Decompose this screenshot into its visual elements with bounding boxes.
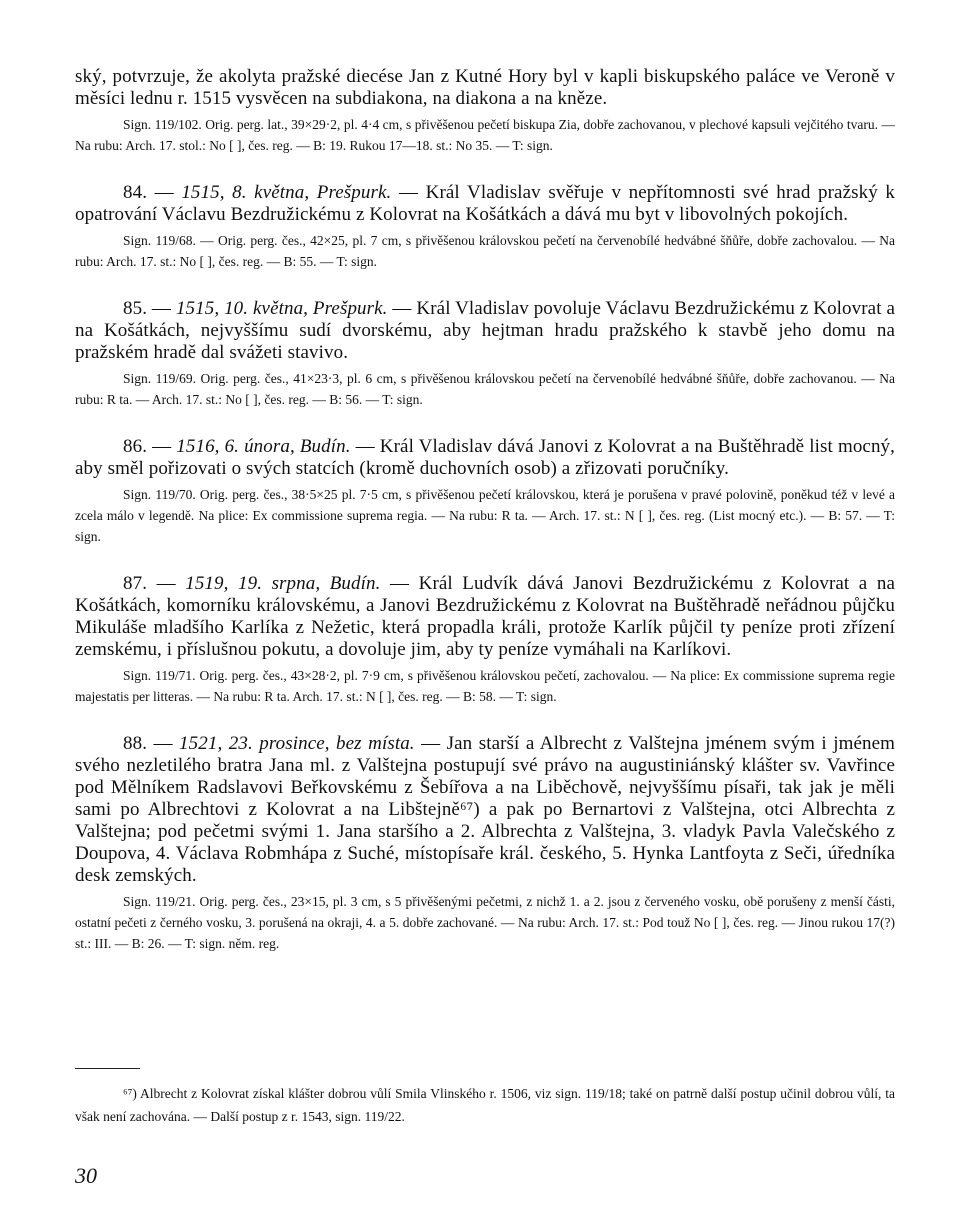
entry-body: — Král Ludvík dává Janovi Bezdružickému z Kolovrat a na Košátkách, komorníku královskému, a Janovi Bezdružickému z Kolovrat na Buštěhradě neřádnou půjčku Mikuláše mladšího Karlíka z Nežetic, která propadla králi, protože Karlík půjčil ty peníze proti zřízení zemskému, i příslušnou pokutu, a dovoluje jim, aby ty peníze vymáhali na Karlíkovi. (75, 573, 895, 660)
entry-87-note: Sign. 119/71. Orig. perg. čes., 43×28·2, pl. 7·9 cm, s přivěšenou královskou pečetí, zachovalou. — Na plice: Ex commissione suprema regie majestatis per litteras. — Na rubu: R ta. Arch. 17. st.: N [ ], čes. reg. — B: 58. — T: sign. (75, 668, 895, 704)
intro-note: Sign. 119/102. Orig. perg. lat., 39×29·2, pl. 4·4 cm, s přivěšenou pečetí biskupa Zia, dobře zachovanou, v plechové kapsuli vejčitého tvaru. — Na rubu: Arch. 17. stol.: No [ ], čes. reg. — B: 19. Rukou 17—18. st.: No 35. — T: sign. (75, 117, 895, 153)
entry-88-note: Sign. 119/21. Orig. perg. čes., 23×15, pl. 3 cm, s 5 přivěšenými pečetmi, z nichž 1. a 2. jsou z červeného vosku, obě porušeny z menší části, ostatní pečeti z černého vosku, 3. porušená na okraji, 4. a 5. dobře zachované. — Na rubu: Arch. 17. st.: Pod touž No [ ], čes. reg. — Jinou rukou 17(?) st.: III. — B: 26. — T: sign. něm. reg. (75, 894, 895, 951)
entry-date: 1519, 19. srpna, Budín. (185, 573, 381, 594)
entry-85 (75, 298, 895, 410)
entry-84 (75, 182, 895, 272)
entry-body: — Jan starší a Albrecht z Valštejna jménem svým i jménem svého nezletilého bratra Jana ml. z Valštejna postupují své právo na augustiniánský klášter sv. Vavřince pod Mělníkem Radslavovi Beřkovskému z Šebířova a na Liběchově, nejvyššímu písaři, tak jak je měli sami po Albrechtovi z Kolovrat a na Libštejně⁶⁷) a pak po Bernartovi z Valštejna, otci Albrechta z Valštejna; pod pečetmi svými 1. Jana staršího a 2. Albrechta z Valštejna, 3. vladyk Pavla Valečského z Doupova, 4. Václava Robmhápa z Suché, místopísaře král. českého, 5. Hynka Lantfoyta z Seči, úředníka desk zemských. (75, 733, 896, 886)
entry-86-text (75, 436, 895, 480)
footnote-divider (75, 1068, 140, 1069)
footnote-67: ⁶⁷) Albrecht z Kolovrat získal klášter dobrou vůlí Smila Vlinského r. 1506, viz sign. 119/18; také on patrně další postup učinil dobrou vůlí, ta však není zachována. — Další postup z r. 1543, sign. 119/22. (75, 1086, 895, 1124)
entry-body: — Král Vladislav povoluje Václavu Bezdružickému z Kolovrat a na Košátkách, nejvyššímu sudí dvorskému, aby hejtman hradu pražského k stavbě jeho domu na pražském hradě dal svážeti stavivo. (75, 298, 896, 363)
entry-body: — Král Vladislav svěřuje v nepřítomnosti své hrad pražský k opatrování Václavu Bezdružickému z Kolovrat na Košátkách a dává mu byt v libovolných pokojích. (75, 182, 895, 225)
entry-86-note: Sign. 119/70. Orig. perg. čes., 38·5×25 pl. 7·5 cm, s přivěšenou pečetí královskou, která je porušena v pravé polovině, poněkud též v levé a zcela málo v legendě. Na plice: Ex commissione suprema regia. — Na rubu: R ta. — Arch. 17. st.: N [ ], čes. reg. (List mocný etc.). — B: 57. — T: sign. (75, 487, 895, 544)
entry-84-text (75, 182, 895, 226)
entry-85-note: Sign. 119/69. Orig. perg. čes., 41×23·3, pl. 6 cm, s přivěšenou královskou pečetí na červenobílé hedvábné šňůře, dobře zachovanou. — Na rubu: R ta. — Arch. 17. st.: No [ ], čes. reg. — B: 56. — T: sign. (75, 371, 895, 407)
entry-85-text (75, 298, 895, 364)
entry-date: 1516, 6. února, Budín. (176, 436, 351, 457)
page-number: 30 (75, 1163, 97, 1188)
entry-body: — Král Vladislav dává Janovi z Kolovrat a na Buštěhradě list mocný, aby směl pořizovati o svých statcích (kromě duchovních osob) a zřizovati poručníky. (75, 436, 895, 479)
intro-text: ský, potvrzuje, že akolyta pražské diecése Jan z Kutné Hory byl v kapli biskupského paláce ve Veroně v měsíci lednu r. 1515 vysvěcen na subdiakona, na diakona a na kněze. (75, 66, 895, 109)
entry-date: 1515, 8. května, Prešpurk. (181, 182, 392, 203)
page-body (75, 66, 895, 954)
entry-number: 87. — (123, 573, 176, 594)
entry-date: 1521, 23. prosince, bez místa. (179, 733, 415, 754)
intro-entry (75, 66, 895, 156)
entry-87-text (75, 573, 895, 661)
entry-number: 85. — (123, 298, 172, 319)
entry-number: 86. — (123, 436, 172, 457)
entry-86 (75, 436, 895, 547)
entry-84-note: Sign. 119/68. — Orig. perg. čes., 42×25, pl. 7 cm, s přivěšenou královskou pečetí na červenobílé hedvábné šňůře, dobře zachovalou. — Na rubu: Arch. 17. st.: No [ ], čes. reg. — B: 55. — T: sign. (75, 233, 895, 269)
entry-88-text (75, 733, 895, 887)
entry-number: 84. — (123, 182, 174, 203)
entry-88 (75, 733, 895, 954)
entry-number: 88. — (123, 733, 173, 754)
entry-87 (75, 573, 895, 707)
entry-date: 1515, 10. května, Prešpurk. (175, 298, 388, 319)
